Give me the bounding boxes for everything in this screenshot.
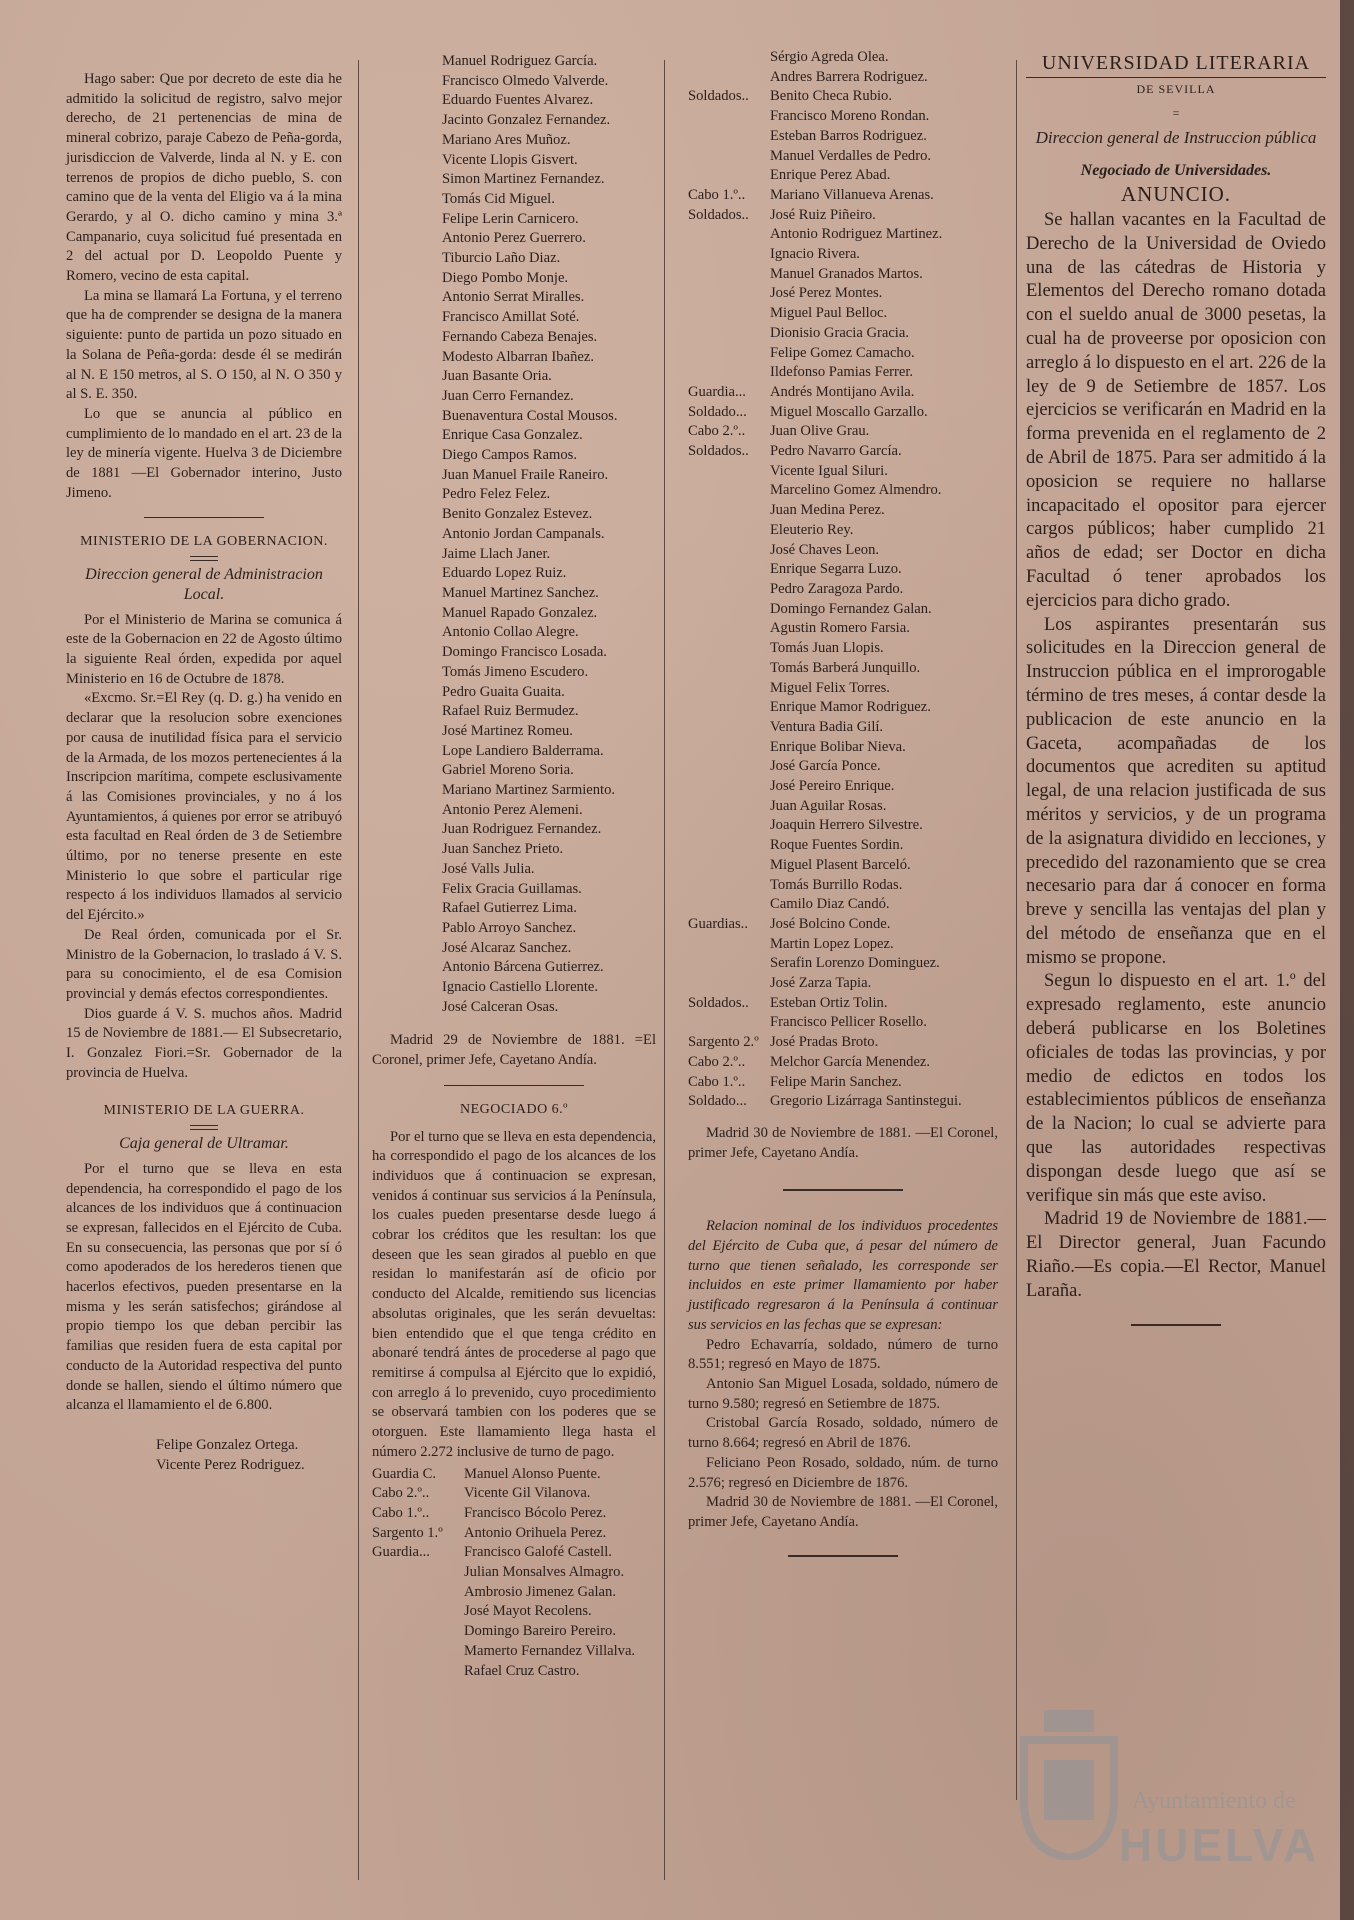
rank-label: Soldados.. bbox=[688, 443, 749, 460]
name-entry bbox=[688, 639, 998, 659]
name-entry bbox=[688, 48, 998, 68]
divider bbox=[144, 517, 264, 518]
name-entry bbox=[688, 324, 998, 344]
person-name: Andres Barrera Rodriguez. bbox=[770, 68, 928, 85]
section-subheading: Negociado de Universidades. bbox=[1080, 162, 1272, 180]
name-entry bbox=[688, 757, 998, 777]
name-entry bbox=[372, 1583, 656, 1603]
person-name: Mariano Villanueva Arenas. bbox=[770, 186, 934, 203]
name-entry bbox=[372, 1465, 656, 1485]
name-entry: Fernando Cabeza Benajes. bbox=[442, 328, 598, 345]
name-entry bbox=[688, 541, 998, 561]
person-name: Sérgio Agreda Olea. bbox=[770, 49, 889, 65]
name-entry bbox=[688, 1053, 998, 1073]
name-entry: Antonio Bárcena Gutierrez. bbox=[442, 959, 604, 976]
person-name: Martin Lopez Lopez. bbox=[770, 935, 894, 952]
name-entry bbox=[372, 1543, 656, 1563]
name-entry bbox=[688, 147, 998, 167]
rank-label: Cabo 1.º.. bbox=[372, 1504, 430, 1521]
rank-label: Guardia C. bbox=[372, 1465, 437, 1482]
name-entry: Juan Rodriguez Fernandez. bbox=[442, 821, 602, 838]
name-entry bbox=[688, 127, 998, 147]
name-entry bbox=[688, 265, 998, 285]
divider bbox=[444, 1085, 584, 1086]
name-entry: Juan Sanchez Prieto. bbox=[442, 841, 564, 858]
person-name: Manuel Granados Martos. bbox=[770, 265, 923, 282]
paragraph: Segun lo dispuesto en el art. 1.º del expresado reglamento, este anuncio deberá publicarse en los Boletines oficiales de todas las provincias, y por medio de edictos en todos los establecimientos públicos de enseñanza de la Nacion; lo cual se advierte para que las autoridades respectivas dispongan desde luego que así se verifique sin más que este aviso. bbox=[1026, 971, 1326, 1206]
person-name: Francisco Galofé Castell. bbox=[464, 1544, 612, 1561]
name-entry: Simon Martinez Fernandez. bbox=[442, 171, 605, 188]
name-entry bbox=[688, 442, 998, 462]
section-subheading: Direccion general de Instruccion pública bbox=[1035, 128, 1317, 148]
name-entry: Juan Cerro Fernandez. bbox=[442, 387, 574, 404]
person-name: Francisco Pellicer Rosello. bbox=[770, 1014, 927, 1031]
coat-of-arms-icon bbox=[1014, 1700, 1124, 1860]
name-entry: Ignacio Castiello Llorente. bbox=[442, 979, 599, 996]
anuncio-heading: ANUNCIO. bbox=[1120, 182, 1232, 207]
rank-label: Sargento 1.º bbox=[372, 1524, 443, 1541]
person-name: Miguel Moscallo Garzallo. bbox=[770, 403, 928, 420]
name-entry bbox=[688, 836, 998, 856]
name-entry bbox=[372, 1484, 656, 1504]
page-edge bbox=[1340, 0, 1354, 1920]
name-entry: José Calceran Osas. bbox=[442, 998, 559, 1015]
person-name: Ignacio Rivera. bbox=[770, 246, 860, 263]
name-entry bbox=[688, 600, 998, 620]
rank-label: Soldados.. bbox=[688, 994, 749, 1011]
name-entry: Eduardo Fuentes Alvarez. bbox=[442, 92, 594, 109]
name-entry: Eduardo Lopez Ruiz. bbox=[442, 565, 567, 582]
person-name: José Pradas Broto. bbox=[770, 1034, 879, 1051]
name-entry bbox=[372, 1563, 656, 1583]
name-entry bbox=[688, 68, 998, 88]
name-entry bbox=[688, 107, 998, 127]
name-entry bbox=[688, 1092, 998, 1112]
person-name: Joaquin Herrero Silvestre. bbox=[770, 817, 923, 834]
name-entry bbox=[688, 344, 998, 364]
university-subtitle: DE SEVILLA bbox=[1136, 81, 1216, 96]
name-entry bbox=[372, 1524, 656, 1544]
name-entry: Antonio Serrat Miralles. bbox=[442, 289, 585, 306]
name-entry bbox=[688, 284, 998, 304]
name-entry bbox=[688, 186, 998, 206]
person-name: José Chaves Leon. bbox=[770, 541, 880, 558]
name-entry bbox=[688, 619, 998, 639]
name-entry: Enrique Casa Gonzalez. bbox=[442, 427, 583, 444]
name-entry bbox=[688, 501, 998, 521]
name-entry bbox=[688, 245, 998, 265]
person-name: José Zarza Tapia. bbox=[770, 975, 872, 992]
divider bbox=[783, 1189, 903, 1191]
watermark bbox=[1014, 1700, 1324, 1890]
person-name: Ventura Badia Gilí. bbox=[770, 718, 884, 735]
name-entry: José Alcaraz Sanchez. bbox=[442, 939, 572, 956]
paragraph: Por el Ministerio de Marina se comunica á este de la Gobernacion en 22 de Agosto último la siguiente Real órden, expedida por aquel Ministerio en 16 de Octubre de 1878. bbox=[66, 611, 342, 687]
person-name: Mamerto Fernandez Villalva. bbox=[464, 1642, 636, 1659]
name-entry: José Martinez Romeu. bbox=[442, 722, 573, 739]
name-entry bbox=[688, 738, 998, 758]
person-name: Juan Medina Perez. bbox=[770, 502, 885, 519]
name-entry: Manuel Rodriguez García. bbox=[442, 53, 598, 69]
name-entry: Rafael Ruiz Bermudez. bbox=[442, 703, 579, 720]
name-entry: José Valls Julia. bbox=[442, 860, 535, 877]
column-rule bbox=[664, 60, 665, 1880]
ranked-list bbox=[372, 1465, 656, 1682]
signature: Madrid 19 de Noviembre de 1881.—El Director general, Juan Facundo Riaño.—Es copia.—El Rector, Manuel Laraña. bbox=[1026, 1209, 1326, 1301]
person-name: Juan Olive Grau. bbox=[770, 423, 870, 440]
person-name: Antonio Orihuela Perez. bbox=[464, 1524, 607, 1541]
person-name: Manuel Verdalles de Pedro. bbox=[770, 147, 932, 164]
person-name: Roque Fuentes Sordin. bbox=[770, 837, 904, 854]
name-entry: Diego Pombo Monje. bbox=[442, 269, 569, 286]
rank-label: Soldado... bbox=[688, 1093, 747, 1110]
name-entry bbox=[688, 974, 998, 994]
name-entry: Felipe Lerin Carnicero. bbox=[442, 210, 579, 227]
name-entry: Felix Gracia Guillamas. bbox=[442, 880, 582, 897]
name-entry bbox=[688, 915, 998, 935]
person-name: Benito Checa Rubio. bbox=[770, 88, 893, 105]
name-entry: Diego Campos Ramos. bbox=[442, 447, 577, 464]
name-entry bbox=[688, 580, 998, 600]
name-entry: Francisco Amillat Soté. bbox=[442, 309, 580, 326]
name-entry bbox=[372, 1622, 656, 1642]
paragraph: Cristobal García Rosado, soldado, número de turno 8.664; regresó en Abril de 1876. bbox=[688, 1415, 998, 1452]
section-heading: NEGOCIADO 6.º bbox=[459, 1101, 569, 1117]
paragraph: Por el turno que se lleva en esta dependencia, ha correspondido el pago de los alcances de los individuos que á continuacion se expresan, fallecidos en el Ejército de Cuba. En su consecuencia, las personas que por sí ó como apoderados de los herederos tienen que hacerlos efectivos, pueden presentarse en la misma y les serán satisfechos; girándose al propio tiempo los que deban percibir las familias que residen fuera de esta capital por conducto de la Autoridad respectiva del punto donde se hallen, siendo el último número que alcanza el llamamiento el de 6.800. bbox=[66, 1160, 342, 1414]
column-4 bbox=[1026, 52, 1326, 1346]
name-entry: Tomás Jimeno Escudero. bbox=[442, 663, 589, 680]
name-entry: Jaime Llach Janer. bbox=[442, 545, 551, 562]
name-entry bbox=[688, 225, 998, 245]
column-rule bbox=[1016, 60, 1017, 1800]
section-heading: MINISTERIO DE LA GUERRA. bbox=[103, 1103, 305, 1119]
column-3 bbox=[688, 48, 998, 1579]
name-entry: Francisco Olmedo Valverde. bbox=[442, 72, 609, 89]
paragraph: Lo que se anuncia al público en cumplimiento de lo mandado en el art. 23 de la ley de minería vigente. Huelva 3 de Diciembre de 1881 —El Gobernador interino, Justo Jimeno. bbox=[66, 405, 342, 501]
divider bbox=[190, 556, 218, 561]
name-entry bbox=[688, 856, 998, 876]
paragraph: «Excmo. Sr.=El Rey (q. D. g.) ha venido en declarar que la resolucion sobre exenciones por causa de inutilidad física para el servicio de la Armada, de los mozos pertenecientes á la Inscripcion marítima, compete esclusivamente á las Comisiones provinciales, y no á los Ayuntamientos, á quienes por error se atribuyó esta facultad en Real órden de 3 de Setiembre último, por no tenerse presente en este Ministerio lo que sobre el particular rige respecto á los individuos llamados al servicio del Ejército.» bbox=[66, 690, 342, 924]
rank-label: Cabo 1.º.. bbox=[688, 1073, 746, 1090]
person-name: Manuel Alonso Puente. bbox=[464, 1465, 601, 1482]
person-name: Felipe Marin Sanchez. bbox=[770, 1073, 902, 1090]
person-name: Esteban Ortiz Tolin. bbox=[770, 994, 888, 1011]
name-entry: Lope Landiero Balderrama. bbox=[442, 742, 604, 759]
name-entry: Manuel Martinez Sanchez. bbox=[442, 584, 599, 601]
person-name: José Bolcino Conde. bbox=[770, 915, 891, 932]
name-entry bbox=[688, 659, 998, 679]
name-entry: Antonio Collao Alegre. bbox=[442, 624, 579, 641]
person-name: Serafin Lorenzo Dominguez. bbox=[770, 955, 940, 972]
name-entry bbox=[688, 895, 998, 915]
person-name: Tomás Burrillo Rodas. bbox=[770, 876, 903, 893]
names-list bbox=[372, 52, 656, 1017]
name-entry bbox=[688, 1013, 998, 1033]
name-entry bbox=[688, 935, 998, 955]
person-name: Camilo Diaz Candó. bbox=[770, 896, 890, 913]
gobernacion-body bbox=[66, 611, 342, 1084]
person-name: Domingo Bareiro Pereiro. bbox=[464, 1623, 616, 1640]
name-entry bbox=[372, 1662, 656, 1682]
name-entry bbox=[372, 1642, 656, 1662]
person-name: Enrique Segarra Luzo. bbox=[770, 561, 902, 578]
rank-label: Soldados.. bbox=[688, 88, 749, 105]
divider bbox=[1131, 1324, 1221, 1326]
column-rule bbox=[358, 60, 359, 1880]
name-entry: Pedro Felez Felez. bbox=[442, 486, 551, 503]
paragraph: De Real órden, comunicada por el Sr. Ministro de la Gobernacion, lo traslado á V. S. para su conocimiento, el de esa Comision provincial y demás efectos correspondientes. bbox=[66, 926, 342, 1002]
person-name: Antonio Rodriguez Martinez. bbox=[770, 226, 943, 243]
signature: Madrid 30 de Noviembre de 1881. —El Coronel, primer Jefe, Cayetano Andía. bbox=[688, 1494, 998, 1530]
name-entry bbox=[688, 994, 998, 1014]
name-entry: Mariano Ares Muñoz. bbox=[442, 131, 571, 148]
person-name: Julian Monsalves Almagro. bbox=[464, 1564, 625, 1581]
watermark-line2: HUELVA bbox=[1119, 1819, 1320, 1871]
name-entry bbox=[688, 777, 998, 797]
person-name: Eleuterio Rey. bbox=[770, 521, 854, 538]
name-entry: Antonio Jordan Campanals. bbox=[442, 525, 605, 542]
rank-label: Cabo 2.º.. bbox=[688, 1053, 746, 1070]
name-entry: Vicente Perez Rodriguez. bbox=[156, 1456, 305, 1473]
name-entry: Antonio Perez Alemeni. bbox=[442, 801, 583, 818]
name-entry: Tiburcio Laño Diaz. bbox=[442, 250, 561, 267]
relacion-title: Relacion nominal de los individuos procedentes del Ejército de Cuba que, á pesar del número de turno que tienen señalado, les corresponde ser incluidos en este primer llamamiento por haber justificado regresaron á la Península á continuar sus servicios en las fechas que se expresan: bbox=[688, 1218, 998, 1333]
ranked-list bbox=[688, 48, 998, 1112]
name-entry bbox=[688, 87, 998, 107]
rank-label: Soldado... bbox=[688, 403, 747, 420]
paragraph: La mina se llamará La Fortuna, y el terreno que ha de comprender se designa de la manera siguiente: punto de partida un pozo situado en la Solana de Peña-gorda: desde él se medirán al N. E 150 metros, al S. O 150, al N. O 350 y al S. E. 350. bbox=[66, 287, 342, 403]
section-subheading: Caja general de Ultramar. bbox=[119, 1135, 289, 1153]
name-entry: Pedro Guaita Guaita. bbox=[442, 683, 565, 700]
name-entry bbox=[688, 383, 998, 403]
name-entry: Antonio Perez Guerrero. bbox=[442, 230, 586, 247]
name-entry: Mariano Martinez Sarmiento. bbox=[442, 782, 616, 799]
column-2 bbox=[372, 52, 656, 1681]
section-subheading: Direccion general de Administracion Local. bbox=[85, 566, 323, 603]
name-entry: Benito Gonzalez Estevez. bbox=[442, 506, 593, 523]
name-entry: Rafael Gutierrez Lima. bbox=[442, 900, 577, 917]
name-entry bbox=[688, 462, 998, 482]
column-1 bbox=[66, 70, 342, 1475]
person-name: Miguel Paul Belloc. bbox=[770, 305, 888, 322]
rank-label: Sargento 2.º bbox=[688, 1034, 759, 1051]
name-entry bbox=[688, 304, 998, 324]
rank-label: Soldados.. bbox=[688, 206, 749, 223]
name-entry bbox=[688, 1033, 998, 1053]
paragraph: Antonio San Miguel Losada, soldado, número de turno 9.580; regresó en Setiembre de 1875. bbox=[688, 1376, 998, 1412]
name-entry: Juan Basante Oria. bbox=[442, 368, 552, 385]
person-name: Enrique Mamor Rodriguez. bbox=[770, 699, 931, 716]
divider: = bbox=[1172, 105, 1180, 120]
name-entry: Tomás Cid Miguel. bbox=[442, 190, 555, 207]
name-entry bbox=[688, 718, 998, 738]
rank-label: Guardia... bbox=[688, 383, 746, 400]
person-name: Rafael Cruz Castro. bbox=[464, 1662, 580, 1679]
paragraph: Los aspirantes presentarán sus solicitudes en la Direccion general de Instruccion pública en el improrogable término de tres meses, á contar desde la publicacion de este anuncio en la Gaceta, acompañadas de los documentos que acrediten su aptitud legal, de una relacion justificada de sus méritos y servicios, y de un programa de la asignatura dividido en lecciones, y precedido del razonamiento que se crea necesario para dar á conocer en forma breve y sencilla las ventajas del plan y del método de enseñanza que en el mismo se propone. bbox=[1026, 614, 1326, 968]
divider bbox=[190, 1125, 218, 1130]
person-name: José Mayot Recolens. bbox=[464, 1603, 592, 1620]
name-entry bbox=[688, 698, 998, 718]
section-heading: MINISTERIO DE LA GOBERNACION. bbox=[80, 534, 328, 550]
person-name: Agustin Romero Farsia. bbox=[770, 620, 910, 637]
person-name: Gregorio Lizárraga Santinstegui. bbox=[770, 1093, 962, 1110]
person-name: Pedro Zaragoza Pardo. bbox=[770, 580, 904, 597]
name-entry bbox=[688, 422, 998, 442]
name-entry bbox=[688, 816, 998, 836]
person-name: José Ruiz Piñeiro. bbox=[770, 206, 876, 223]
rank-label: Guardias.. bbox=[688, 915, 748, 932]
name-entry bbox=[688, 797, 998, 817]
person-name: Enrique Perez Abad. bbox=[770, 167, 891, 184]
name-entry: Manuel Rapado Gonzalez. bbox=[442, 604, 598, 621]
anuncio-minas bbox=[66, 70, 342, 503]
rank-label: Cabo 2.º.. bbox=[688, 423, 746, 440]
rank-label: Cabo 1.º.. bbox=[688, 186, 746, 203]
person-name: Juan Aguilar Rosas. bbox=[770, 797, 887, 814]
name-entry bbox=[688, 166, 998, 186]
watermark-line1: Ayuntamiento de bbox=[1132, 1788, 1296, 1814]
name-entry bbox=[688, 521, 998, 541]
name-entry bbox=[688, 679, 998, 699]
person-name: José García Ponce. bbox=[770, 758, 881, 775]
person-name: José Perez Montes. bbox=[770, 285, 883, 302]
person-name: Domingo Fernandez Galan. bbox=[770, 600, 932, 617]
name-entry: Gabriel Moreno Soria. bbox=[442, 762, 574, 779]
paragraph: Dios guarde á V. S. muchos años. Madrid 15 de Noviembre de 1881.— El Subsecretario, I. Gonzalez Fiori.=Sr. Gobernador de la provincia de Huelva. bbox=[66, 1005, 342, 1081]
paragraph: Por el turno que se lleva en esta dependencia, ha correspondido el pago de los alcances de los individuos que á continuacion se expresan, venidos á continuar sus servicios á la Península, los cuales pueden presentarse desde luego á cobrar los créditos que les resultan: los que deseen que les sean girados al pueblo en que residan lo manifestarán así de oficio por conducto del Alcalde, remitiendo sus licencias absolutas originales, que les serán devueltas: bien entendido que el que tenga crédito en abonaré tendrá ántes de procederse al pago que remitirse á compulsa al Ejército que lo expidió, con arreglo á lo prevenido, cuyo procedimiento se observará tambien con los poderes que se otorguen. Este llamamiento llega hasta el número 2.272 inclusive de turno de pago. bbox=[372, 1128, 656, 1460]
name-entry bbox=[688, 481, 998, 501]
divider bbox=[788, 1555, 898, 1557]
rank-label: Cabo 2.º.. bbox=[372, 1485, 430, 1502]
name-entry bbox=[688, 560, 998, 580]
person-name: Francisco Bócolo Perez. bbox=[464, 1504, 607, 1521]
name-entry bbox=[688, 954, 998, 974]
name-entry bbox=[372, 1504, 656, 1524]
person-name: Melchor García Menendez. bbox=[770, 1053, 931, 1070]
name-entry: Domingo Francisco Losada. bbox=[442, 644, 607, 661]
person-name: Ildefonso Pamias Ferrer. bbox=[770, 364, 914, 381]
name-entry: Jacinto Gonzalez Fernandez. bbox=[442, 112, 611, 129]
name-entry: Juan Manuel Fraile Raneiro. bbox=[442, 466, 609, 483]
name-entry: Buenaventura Costal Mousos. bbox=[442, 407, 618, 424]
names-list bbox=[66, 1436, 342, 1475]
person-name: Andrés Montijano Avila. bbox=[770, 383, 915, 400]
person-name: Felipe Gomez Camacho. bbox=[770, 344, 915, 361]
person-name: Dionisio Gracia Gracia. bbox=[770, 324, 909, 341]
person-name: Ambrosio Jimenez Galan. bbox=[464, 1583, 616, 1600]
university-title: UNIVERSIDAD LITERARIA bbox=[1026, 52, 1326, 78]
name-entry bbox=[688, 1073, 998, 1093]
person-name: Tomás Barberá Junquillo. bbox=[770, 659, 921, 676]
person-name: Miguel Plasent Barceló. bbox=[770, 856, 911, 873]
name-entry bbox=[688, 206, 998, 226]
person-name: Tomás Juan Llopis. bbox=[770, 640, 884, 657]
name-entry: Pablo Arroyo Sanchez. bbox=[442, 919, 577, 936]
name-entry bbox=[688, 403, 998, 423]
name-entry bbox=[688, 876, 998, 896]
paragraph: Hago saber: Que por decreto de este dia he admitido la solicitud de registro, salvo mejor derecho, de 21 pertenencias de mina de mineral cobrizo, paraje Cabezo de Peña-gorda, jurisdiccion de Valverde, linda al N. y E. con terrenos de propios de dicho pueblo, S. con camino que de la venta del Eligio va á la mina Gerardo, y al O. dicho camino y mina 3.ª Campanario, cuya solicitud fué presentada en 2 del actual por D. Leopoldo Puente y Romero, vecino de esta capital. bbox=[66, 71, 342, 285]
signature: Madrid 30 de Noviembre de 1881. —El Coronel, primer Jefe, Cayetano Andía. bbox=[688, 1124, 998, 1161]
paragraph: Feliciano Peon Rosado, soldado, núm. de turno 2.576; regresó en Diciembre de 1876. bbox=[688, 1454, 998, 1491]
signature: Madrid 29 de Noviembre de 1881. =El Coronel, primer Jefe, Cayetano Andía. bbox=[372, 1032, 656, 1069]
person-name: Pedro Navarro García. bbox=[770, 443, 902, 460]
name-entry: Vicente Llopis Gisvert. bbox=[442, 151, 578, 168]
person-name: Francisco Moreno Rondan. bbox=[770, 108, 930, 125]
person-name: Vicente Gil Vilanova. bbox=[464, 1485, 591, 1502]
name-entry: Felipe Gonzalez Ortega. bbox=[156, 1437, 299, 1453]
name-entry bbox=[372, 1602, 656, 1622]
person-name: José Pereiro Enrique. bbox=[770, 778, 895, 795]
person-name: Miguel Felix Torres. bbox=[770, 679, 890, 696]
person-name: Marcelino Gomez Almendro. bbox=[770, 482, 942, 499]
name-entry bbox=[688, 363, 998, 383]
person-name: Vicente Igual Siluri. bbox=[770, 462, 888, 479]
rank-label: Guardia... bbox=[372, 1544, 430, 1561]
person-name: Enrique Bolibar Nieva. bbox=[770, 738, 906, 755]
paragraph: Pedro Echavarría, soldado, número de turno 8.551; regresó en Mayo de 1875. bbox=[688, 1336, 998, 1373]
name-entry: Modesto Albarran Ibañez. bbox=[442, 348, 594, 365]
person-name: Esteban Barros Rodriguez. bbox=[770, 127, 927, 144]
paragraph: Se hallan vacantes en la Facultad de Derecho de la Universidad de Oviedo una de las cátedras de Historia y Elementos del Derecho romano dotada con el sueldo anual de 3000 pesetas, la cual ha de proveerse por oposicion con arreglo á lo dispuesto en el art. 226 de la ley de 9 de Setiembre de 1857. Los ejercicios se verificarán en Madrid en la forma prevenida en el reglamento de 2 de Abril de 1875. Para ser admitido á la oposicion se requiere no hallarse incapacitado el opositor para ejercer cargos públicos; haber cumplido 21 años de edad; ser Doctor en dicha Facultad ó tener aprobados los ejercicios para dicho grado. bbox=[1026, 209, 1327, 611]
